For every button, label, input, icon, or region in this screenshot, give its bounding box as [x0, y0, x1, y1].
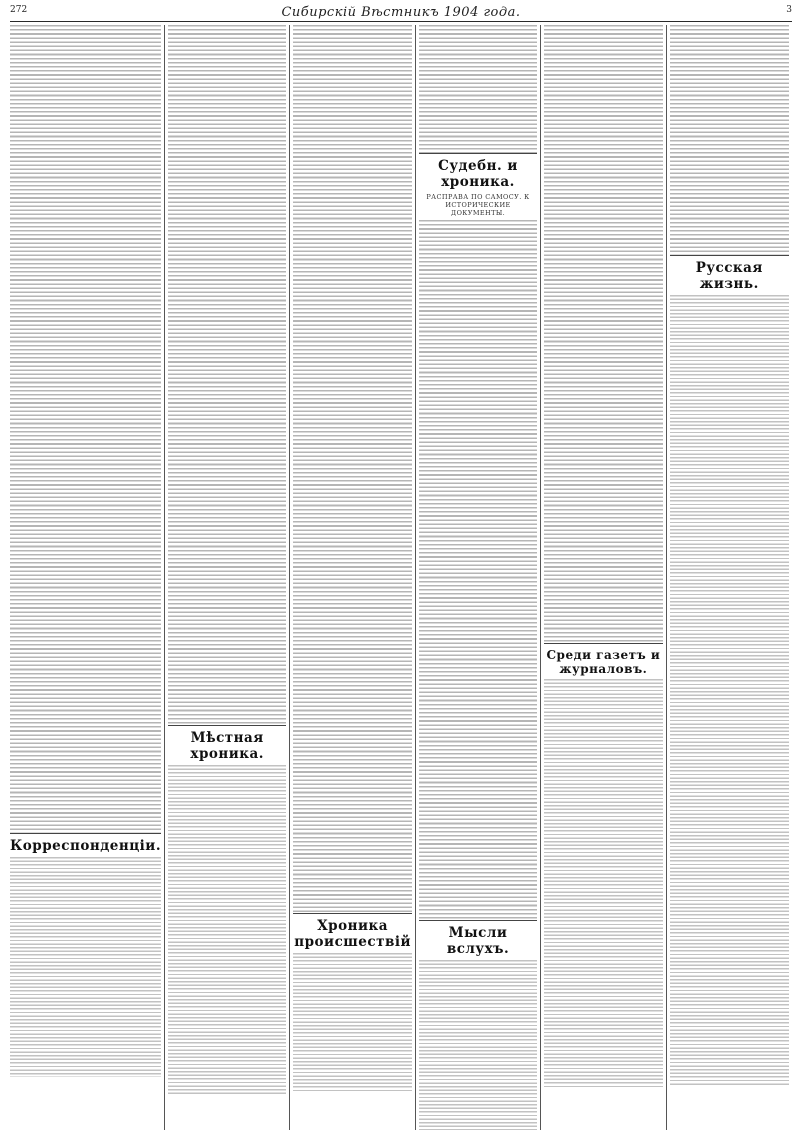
text-block — [544, 25, 662, 643]
columns — [10, 22, 792, 1072]
text-block — [419, 960, 537, 1130]
text-block — [419, 25, 537, 153]
column-6 — [670, 25, 792, 1130]
text-block — [419, 220, 537, 920]
column-4 — [419, 25, 541, 1130]
section-heading-russkaya-zhizn: Русская жизнь. — [670, 255, 789, 295]
section-heading-khronika-proisshestviy: Хроника происшествій — [293, 913, 411, 953]
column-5 — [544, 25, 666, 1130]
text-block — [544, 679, 662, 1089]
section-heading-sredi-gazet: Среди газетъ и журналовъ. — [544, 643, 662, 679]
text-block — [10, 857, 161, 1077]
text-block — [168, 765, 286, 1095]
section-subheading: РАСПРАВА ПО САМОСУ. К ИСТОРИЧЕСКИЕ ДОКУМЕНТЫ. — [426, 193, 530, 217]
newspaper-title: Сибирскій Вѣстникъ 1904 года. — [281, 5, 521, 20]
text-block — [670, 25, 789, 255]
text-block — [168, 25, 286, 725]
masthead — [10, 4, 792, 22]
column-2 — [168, 25, 290, 1130]
column-1 — [10, 25, 165, 1130]
text-block — [293, 953, 411, 1093]
page-number-left: 272 — [10, 5, 28, 15]
text-block — [293, 25, 411, 913]
section-heading-mestnaya-khronika: Мѣстная хроника. — [168, 725, 286, 765]
text-block — [670, 295, 789, 1085]
section-heading-korrespondencii: Корреспонденціи. — [10, 833, 161, 857]
column-3 — [293, 25, 415, 1130]
text-block — [10, 25, 161, 833]
section-heading-mysli-vslukh: Мысли вслухъ. — [419, 920, 537, 960]
section-heading-sudebnaya-khronika: Судебн. и хроника. — [419, 153, 537, 193]
page-number-right: 3 — [786, 5, 792, 15]
